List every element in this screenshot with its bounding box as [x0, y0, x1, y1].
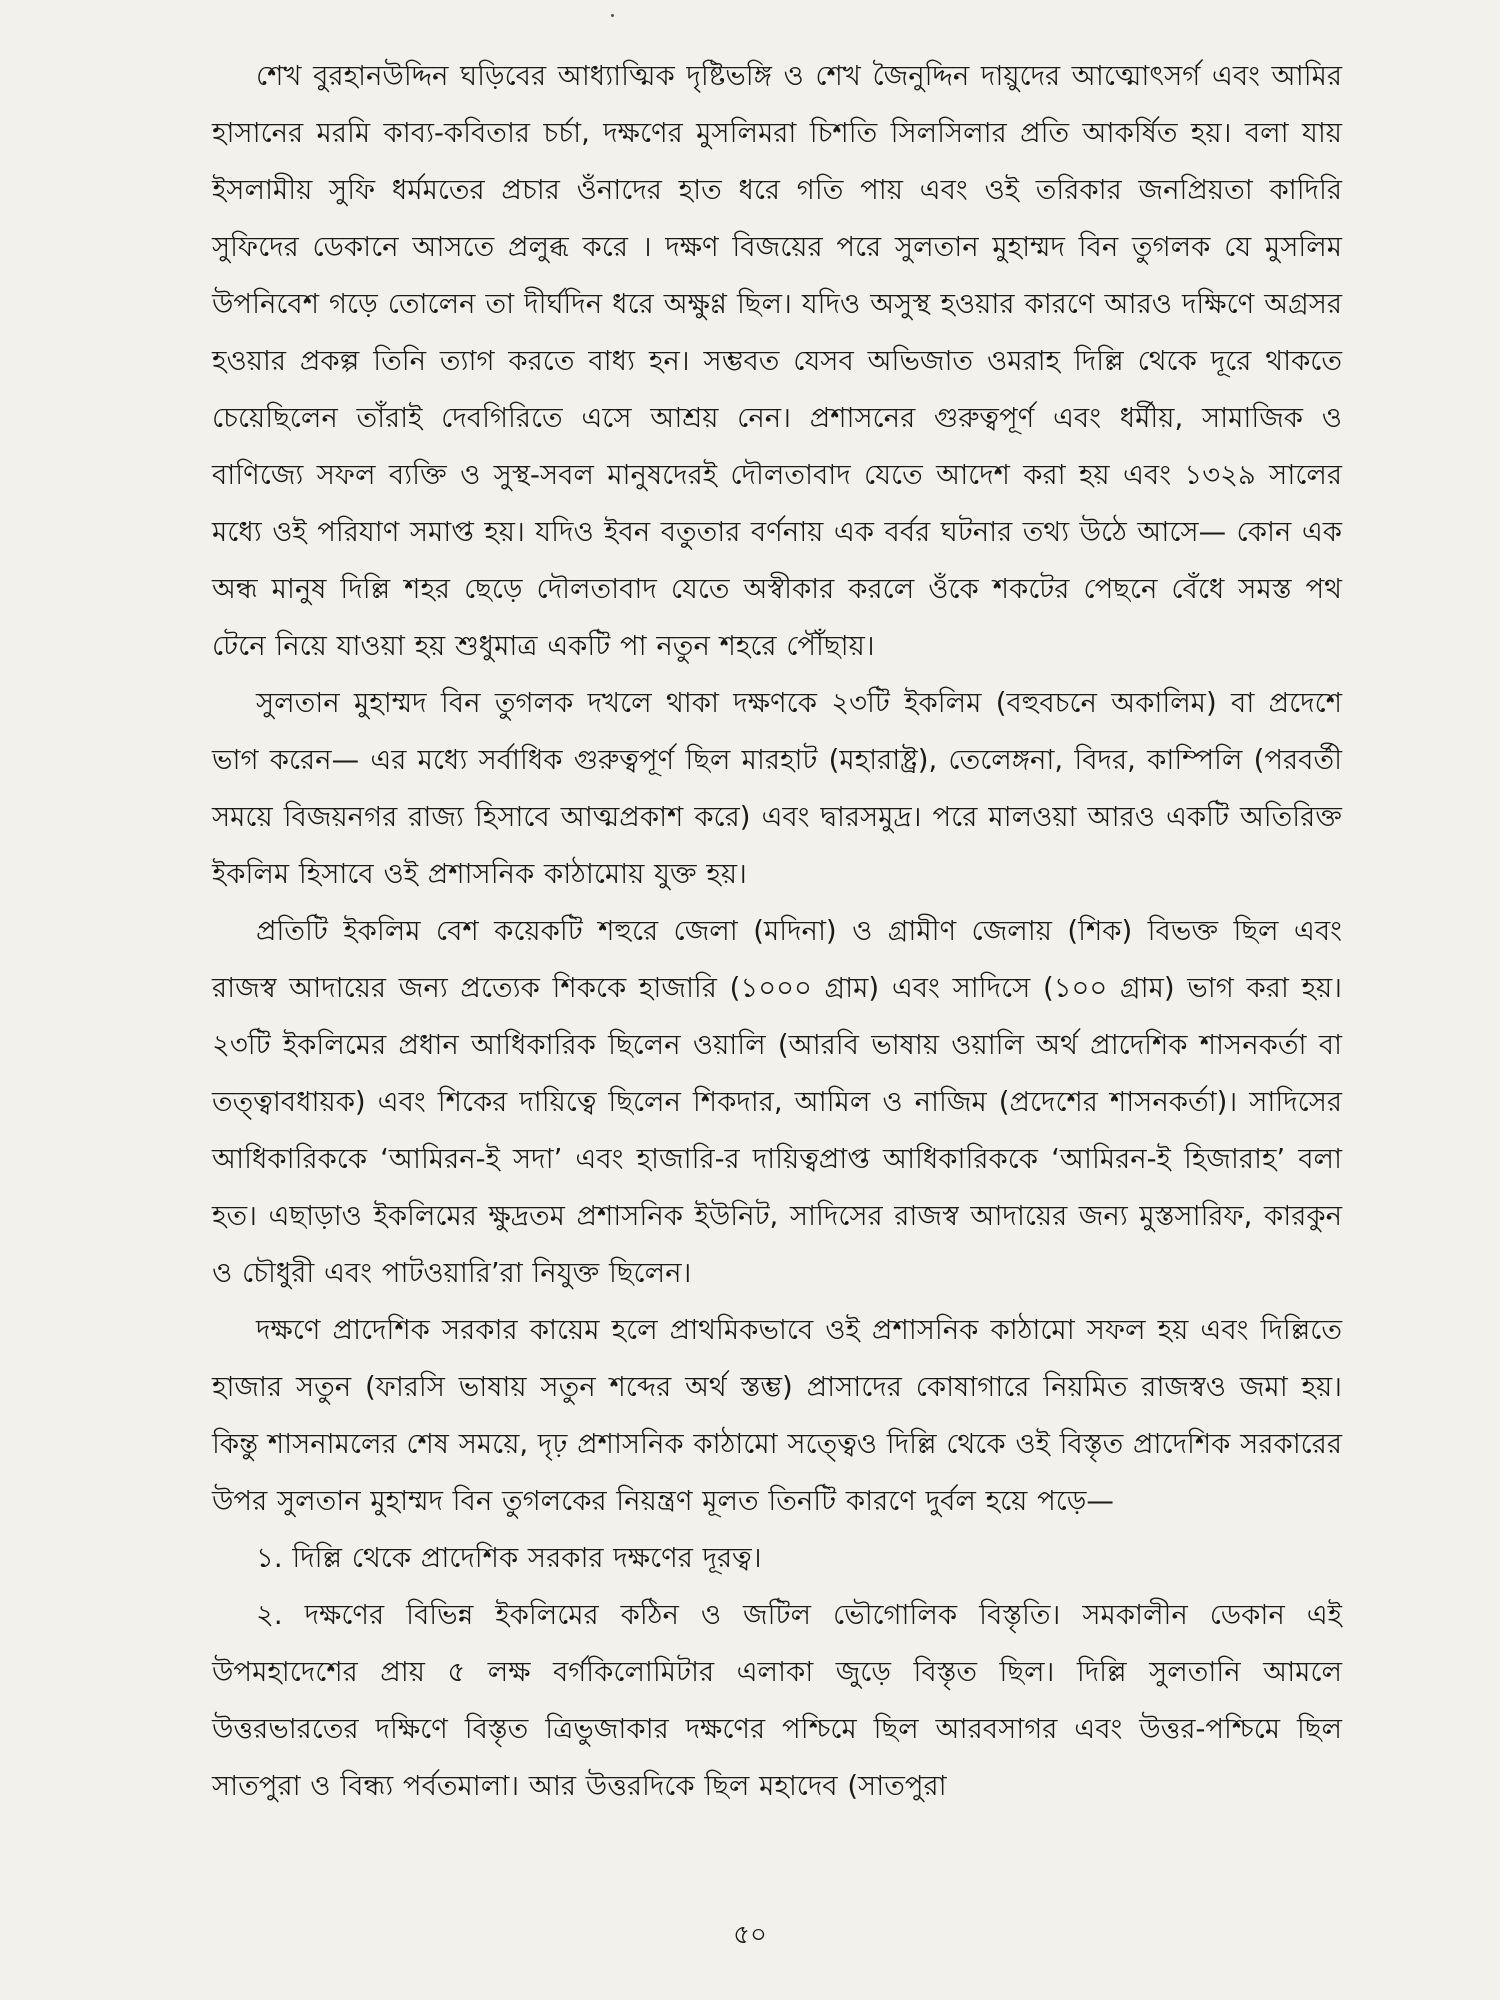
list-item-geography: ২. দক্ষণের বিভিন্ন ইকলিমের কঠিন ও জটিল ভৌগোলিক বিস্তৃতি। সমকালীন ডেকান এই উপমহাদেশের প্রায় ৫ লক্ষ বর্গকিলোমিটার এলাকা জুড়ে বিস্তৃত ছিল। দিল্লি সুলতানি আমলে উত্তরভারতের দক্ষিণে বিস্তৃত ত্রিভুজাকার দক্ষণের পশ্চিমে ছিল আরবসাগর এবং উত্তর-পশ্চিমে ছিল সাতপুরা ও বিন্ধ্য পর্বতমালা। আর উত্তরদিকে ছিল মহাদেব (সাতপুরা — [212, 1599, 1342, 1802]
list-item-distance: ১. দিল্লি থেকে প্রাদেশিক সরকার দক্ষণের দূরত্ব। — [256, 1542, 762, 1574]
page-number: ৫০ — [733, 1920, 767, 1950]
page-body — [212, 48, 1342, 1815]
paragraph-sufi-tradition: শেখ বুরহানউদ্দিন ঘড়িবের আধ্যাত্মিক দৃষ্টিভঙ্গি ও শেখ জৈনুদ্দিন দায়ুদের আত্মোৎসর্গ এবং আমির হাসানের মরমি কাব্য-কবিতার চর্চা, দক্ষণের মুসলিমরা চিশতি সিলসিলার প্রতি আকর্ষিত হয়। বলা যায় ইসলামীয় সুফি ধর্মমতের প্রচার ওঁনাদের হাত ধরে গতি পায় এবং ওই তরিকার জনপ্রিয়তা কাদিরি সুফিদের ডেকানে আসতে প্রলুব্ধ করে । দক্ষণ বিজয়ের পরে সুলতান মুহাম্মদ বিন তুগলক যে মুসলিম উপনিবেশ গড়ে তোলেন তা দীর্ঘদিন ধরে অক্ষুণ্ণ ছিল। যদিও অসুস্থ হওয়ার কারণে আরও দক্ষিণে অগ্রসর হওয়ার প্রকল্প তিনি ত্যাগ করতে বাধ্য হন। সম্ভবত যেসব অভিজাত ওমরাহ দিল্লি থেকে দূরে থাকতে চেয়েছিলেন তাঁরাই দেবগিরিতে এসে আশ্রয় নেন। প্রশাসনের গুরুত্বপূর্ণ এবং ধর্মীয়, সামাজিক ও বাণিজ্যে সফল ব্যক্তি ও সুস্থ-সবল মানুষদেরই দৌলতাবাদ যেতে আদেশ করা হয় এবং ১৩২৯ সালের মধ্যে ওই পরিযাণ সমাপ্ত হয়। যদিও ইবন বতুতার বর্ণনায় এক বর্বর ঘটনার তথ্য উঠে আসে— কোন এক অন্ধ মানুষ দিল্লি শহর ছেড়ে দৌলতাবাদ যেতে অস্বীকার করলে ওঁকে শকটের পেছনে বেঁধে সমস্ত পথ টেনে নিয়ে যাওয়া হয় শুধুমাত্র একটি পা নতুন শহরে পৌঁছায়। — [212, 60, 1342, 662]
paragraph-weakening-control: দক্ষণে প্রাদেশিক সরকার কায়েম হলে প্রাথমিকভাবে ওই প্রশাসনিক কাঠামো সফল হয় এবং দিল্লিতে হাজার সতুন (ফারসি ভাষায় সতুন শব্দের অর্থ স্তম্ভ) প্রাসাদের কোষাগারে নিয়মিত রাজস্বও জমা হয়। কিন্তু শাসনামলের শেষ সময়ে, দৃঢ় প্রশাসনিক কাঠামো সত্ত্বেও দিল্লি থেকে ওই বিস্তৃত প্রাদেশিক সরকারের উপর সুলতান মুহাম্মদ বিন তুগলকের নিয়ন্ত্রণ মূলত তিনটি কারণে দুর্বল হয়ে পড়ে— — [212, 1314, 1342, 1517]
scan-speck — [611, 14, 614, 17]
paragraph-administration: প্রতিটি ইকলিম বেশ কয়েকটি শহুরে জেলা (মদিনা) ও গ্রামীণ জেলায় (শিক) বিভক্ত ছিল এবং রাজস্ব আদায়ের জন্য প্রত্যেক শিককে হাজারি (১০০০ গ্রাম) এবং সাদিসে (১০০ গ্রাম) ভাগ করা হয়। ২৩টি ইকলিমের প্রধান আধিকারিক ছিলেন ওয়ালি (আরবি ভাষায় ওয়ালি অর্থ প্রাদেশিক শাসনকর্তা বা তত্ত্বাবধায়ক) এবং শিকের দায়িত্বে ছিলেন শিকদার, আমিল ও নাজিম (প্রদেশের শাসনকর্তা)। সাদিসের আধিকারিককে ‘আমিরন-ই সদা’ এবং হাজারি-র দায়িত্বপ্রাপ্ত আধিকারিককে ‘আমিরন-ই হিজারাহ’ বলা হত। এছাড়াও ইকলিমের ক্ষুদ্রতম প্রশাসনিক ইউনিট, সাদিসের রাজস্ব আদায়ের জন্য মুস্তসারিফ, কারকুন ও চৌধুরী এবং পাটওয়ারি’রা নিযুক্ত ছিলেন। — [212, 915, 1342, 1289]
paragraph-iqlim-division: সুলতান মুহাম্মদ বিন তুগলক দখলে থাকা দক্ষণকে ২৩টি ইকলিম (বহুবচনে অকালিম) বা প্রদেশে ভাগ করেন— এর মধ্যে সর্বাধিক গুরুত্বপূর্ণ ছিল মারহাট (মহারাষ্ট্র), তেলেঙ্গনা, বিদর, কাম্পিলি (পরবর্তী সময়ে বিজয়নগর রাজ্য হিসাবে আত্মপ্রকাশ করে) এবং দ্বারসমুদ্র। পরে মালওয়া আরও একটি অতিরিক্ত ইকলিম হিসাবে ওই প্রশাসনিক কাঠামোয় যুক্ত হয়। — [212, 687, 1342, 890]
